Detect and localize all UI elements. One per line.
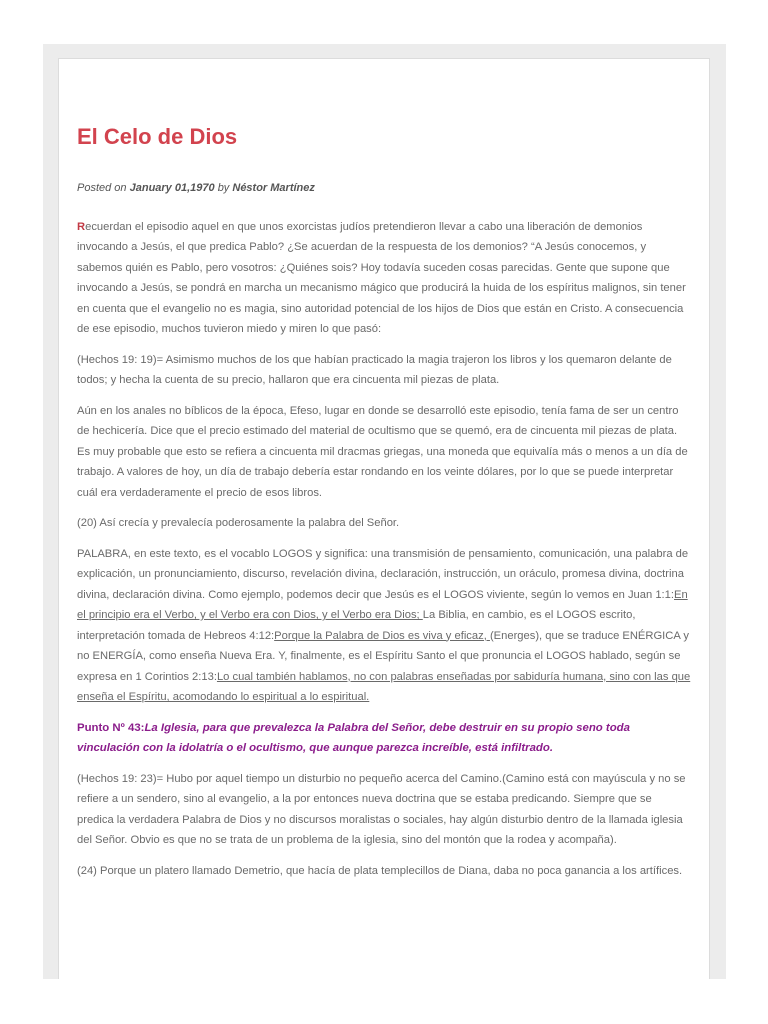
post-meta <box>77 178 691 199</box>
paragraph-1-text: ecuerdan el episodio aquel en que unos exorcistas judíos pretendieron llevar a cabo una liberación de demonios invocando a Jesús, el que predica Pablo? ¿Se acuerdan de la respuesta de los demonios? “A Jesús conocemos, y sabemos quién es Pablo, pero vosotros: ¿Quiénes sois? Hoy todavía suceden cosas parecidas. Gente que supone que invocando a Jesús, se pondrá en marcha un mecanismo mágico que producirá la huida de los espíritus malignos, sin tener en cuenta que el evangelio no es magia, sino autoridad potencial de los hijos de Dios que están en Cristo. A consecuencia de ese episodio, muchos tuvieron miedo y miren lo que pasó: <box>77 220 686 335</box>
paragraph-5-part-c: (Energes), que se traduce ENÉRGICA y no ENERGÍA, como enseña Nueva Era. Y, finalmente, es el Espíritu Santo el que pronuncia el LOGOS hablado, según se expresa en 1 Corintios 2:13: <box>77 629 689 683</box>
punto-text: La Iglesia, para que prevalezca la Palabra del Señor, debe destruir en su propio seno toda vinculación con la idolatría o el ocultismo, que aunque parezca increíble, está infiltrado. <box>77 721 630 754</box>
paragraph-2: (Hechos 19: 19)= Asimismo muchos de los que habían practicado la magia trajeron los libros y los quemaron delante de todos; y hecha la cuenta de su precio, hallaron que era cincuenta mil piezas de plata. <box>77 353 672 386</box>
article <box>77 100 691 881</box>
punto-label: Punto Nº 43: <box>77 721 145 734</box>
drop-cap: R <box>77 220 86 233</box>
paragraph-1 <box>77 217 691 340</box>
post-author: Néstor Martínez <box>232 182 315 194</box>
article-title: El Celo de Dios <box>77 124 238 149</box>
paragraph-5-part-a: PALABRA, en este texto, es el vocablo LOGOS y significa: una transmisión de pensamiento, comunicación, una palabra de explicación, un pronunciamiento, discurso, revelación divina, declaración, instrucción, un oráculo, promesa divina, doctrina divina, declaración divina. Como ejemplo, podemos decir que Jesús es el LOGOS viviente, según lo vemos en Juan 1:1: <box>77 547 689 601</box>
paragraph-5 <box>77 544 691 708</box>
quote-hebreos-4-12: Porque la Palabra de Dios es viva y eficaz, <box>274 629 490 642</box>
quote-juan-1-1: En el principio era el Verbo, y el Verbo era con Dios, y el Verbo era Dios; <box>77 588 688 621</box>
paragraph-5-part-b: La Biblia, en cambio, es el LOGOS escrito, interpretación tomada de Hebreos 4:12: <box>77 609 636 642</box>
posted-on-label: Posted on <box>77 182 127 194</box>
post-date: January 01,1970 <box>129 182 215 194</box>
paragraph-6: (Hechos 19: 23)= Hubo por aquel tiempo un disturbio no pequeño acerca del Camino.(Camino está con mayúscula y no se refiere a un sendero, sino al evangelio, a la por entonces nueva doctrina que se estaba predicando. Siempre que se predica la verdadera Palabra de Dios y no discursos moralistas o sociales, hay algún disturbio dentro de la llamada iglesia del Señor. Obvio es que no se trata de un problema de la iglesia, sino del montón que la rodea y acompaña). <box>77 772 686 846</box>
paragraph-3: Aún en los anales no bíblicos de la época, Efeso, lugar en donde se desarrolló este episodio, tenía fama de ser un centro de hechicería. Dice que el precio estimado del material de ocultismo que se quemó, era de cincuenta mil piezas de plata. Es muy probable que esto se refiera a cincuenta mil dracmas griegas, una moneda que equivalía más o menos a un día de trabajo. A valores de hoy, un día de trabajo debería estar rondando en los veinte dólares, por lo que se puede interpretar cuál era verdaderamente el precio de esos libros. <box>77 404 688 499</box>
punto-43 <box>77 718 691 759</box>
quote-1-corintios-2-13: Lo cual también hablamos, no con palabras enseñadas por sabiduría humana, sino con las que enseña el Espíritu, acomodando lo espiritual a lo espiritual. <box>77 670 691 703</box>
paragraph-7: (24) Porque un platero llamado Demetrio, que hacía de plata templecillos de Diana, daba no poca ganancia a los artífices. <box>77 864 683 877</box>
by-label: by <box>217 182 230 194</box>
paragraph-4: (20) Así crecía y prevalecía poderosamente la palabra del Señor. <box>77 517 400 529</box>
